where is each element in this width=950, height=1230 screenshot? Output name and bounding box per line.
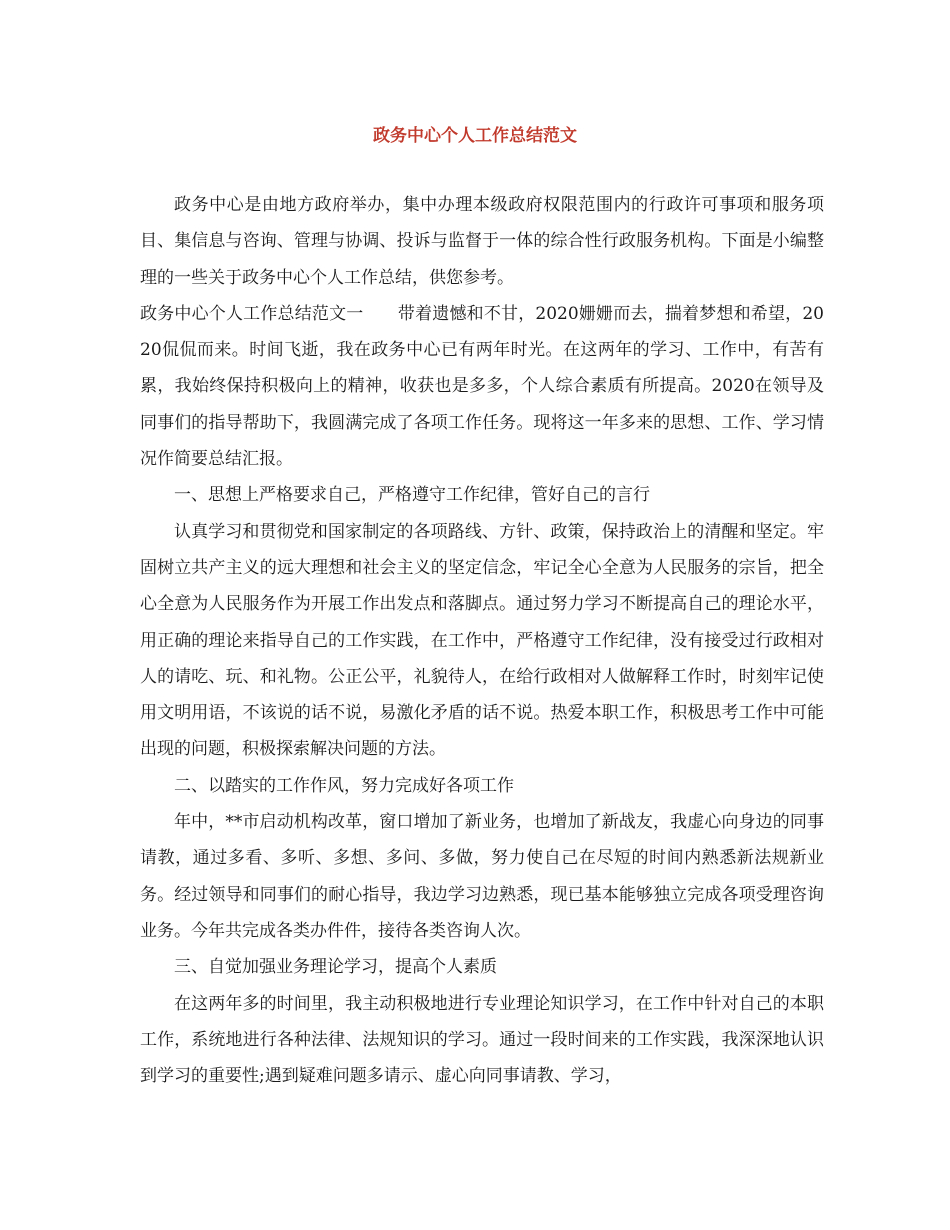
paragraph-section-3: 在这两年多的时间里，我主动积极地进行专业理论知识学习，在工作中针对自己的本职工作，系统地进行各种法律、法规知识的学习。通过一段时间来的工作实践，我深深地认识到学习的重要性;遇到疑难问题多请示、虚心向同事请教、学习，	[140, 993, 824, 1087]
paragraph-section-2: 年中，**市启动机构改革，窗口增加了新业务，也增加了新战友，我虚心向身边的同事请教，通过多看、多听、多想、多问、多做，努力使自己在尽短的时间内熟悉新法规新业务。经过领导和同事们的耐心指导，我边学习边熟悉，现已基本能够独立完成各项受理咨询业务。今年共完成各类办件件，接待各类咨询人次。	[140, 812, 824, 941]
section-heading-1: 一、思想上严格要求自己，严格遵守工作纪律，管好自己的言行	[174, 485, 650, 506]
section-heading-3: 三、自觉加强业务理论学习，提高个人素质	[174, 957, 497, 978]
paragraph-section-1: 认真学习和贯彻党和国家制定的各项路线、方针、政策，保持政治上的清醒和坚定。牢固树立共产主义的远大理想和社会主义的坚定信念，牢记全心全意为人民服务的宗旨，把全心全意为人民服务作为开展工作出发点和落脚点。通过努力学习不断提高自己的理论水平，用正确的理论来指导自己的工作实践，在工作中，严格遵守工作纪律，没有接受过行政相对人的请吃、玩、和礼物。公正公平，礼貌待人，在给行政相对人做解释工作时，时刻牢记使用文明用语，不该说的话不说，易激化矛盾的话不说。热爱本职工作，积极思考工作中可能出现的问题，积极探索解决问题的方法。	[140, 521, 824, 760]
section-heading-2: 二、以踏实的工作作风，努力完成好各项工作	[174, 775, 514, 796]
paragraph-sample-one-opening: 政务中心个人工作总结范文一 带着遗憾和不甘，2020姗姗而去，揣着梦想和希望，2020侃侃而来。时间飞逝，我在政务中心已有两年时光。在这两年的学习、工作中，有苦有累，我始终保持积极向上的精神，收获也是多多，个人综合素质有所提高。2020在领导及同事们的指导帮助下，我圆满完成了各项工作任务。现将这一年多来的思想、工作、学习情况作简要总结汇报。	[140, 303, 824, 470]
paragraph-intro: 政务中心是由地方政府举办，集中办理本级政府权限范围内的行政许可事项和服务项目、集信息与咨询、管理与协调、投诉与监督于一体的综合性行政服务机构。下面是小编整理的一些关于政务中心个人工作总结，供您参考。	[140, 195, 824, 288]
document-title: 政务中心个人工作总结范文	[373, 126, 577, 146]
document-body	[140, 187, 824, 1094]
